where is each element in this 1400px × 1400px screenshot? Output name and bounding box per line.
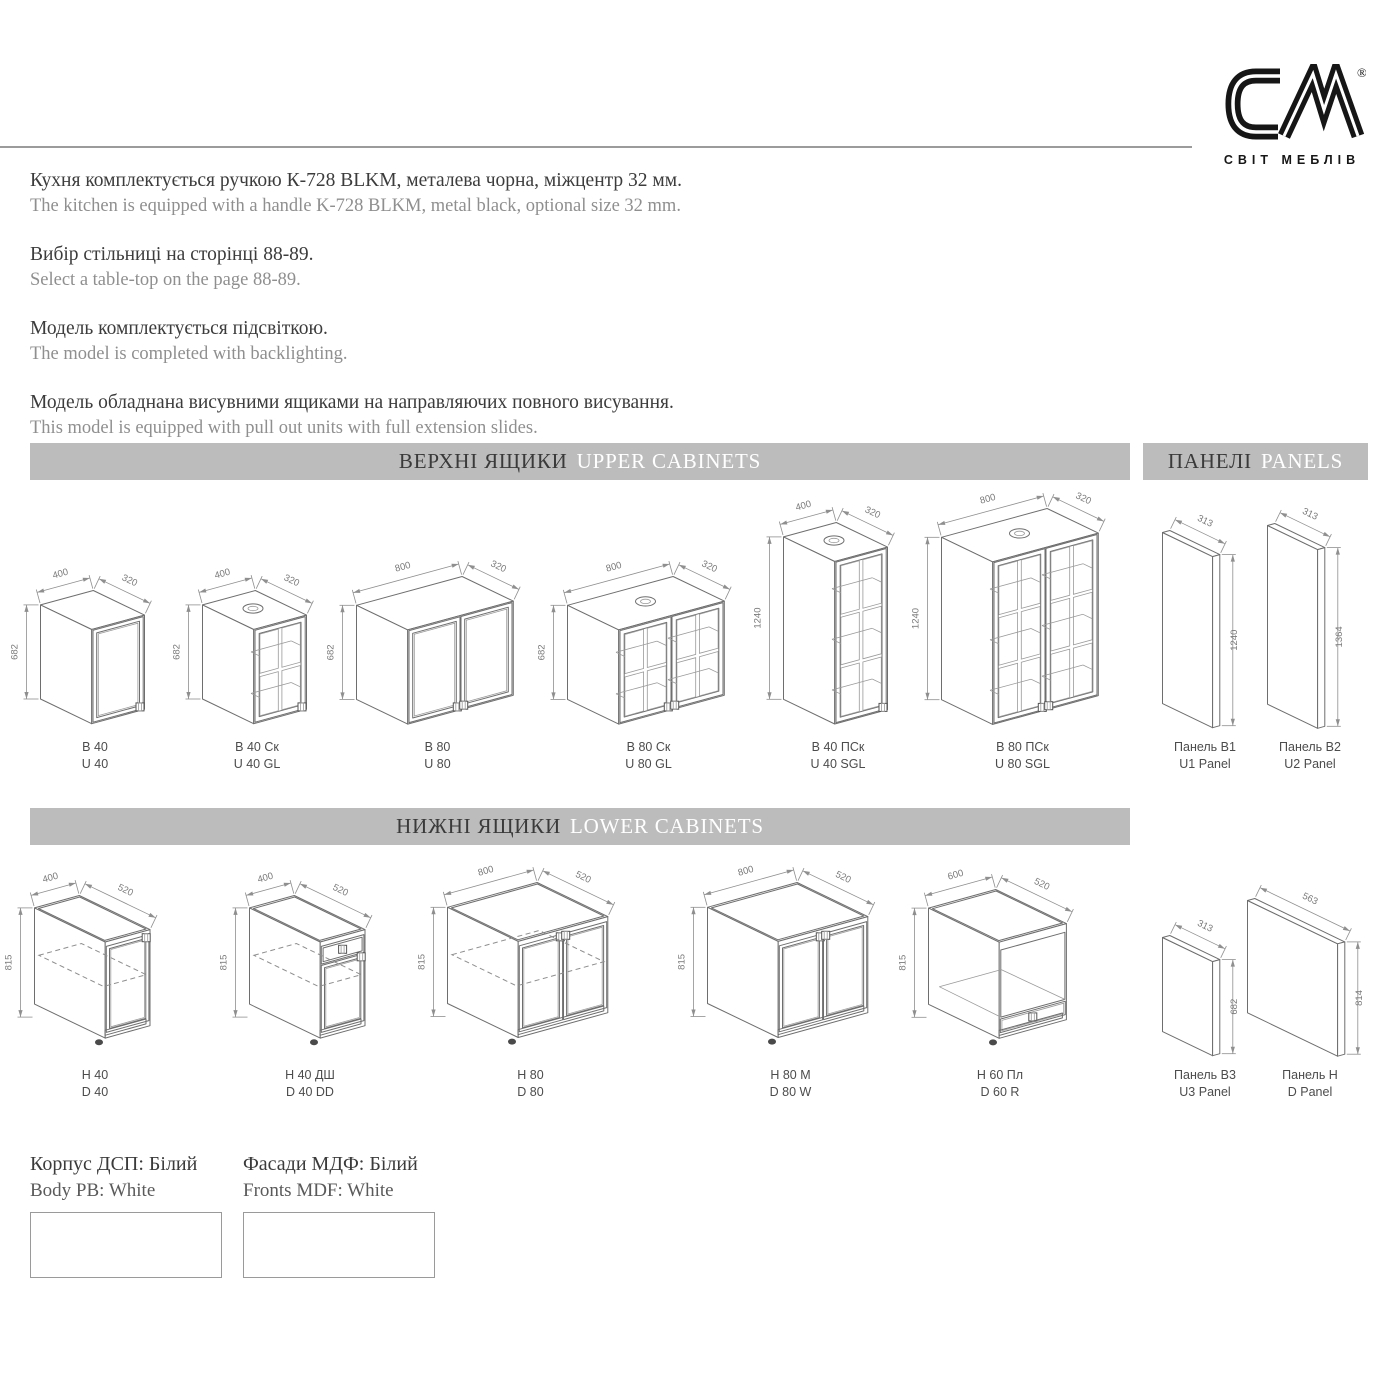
- swatch-fronts-white: [243, 1212, 435, 1278]
- panel-u2: [1257, 497, 1363, 773]
- cabinet-label-en: U 40: [81, 756, 109, 771]
- cabinet-drawing: [537, 546, 760, 730]
- material-title-en: Fronts MDF: White: [243, 1180, 394, 1201]
- section-upper-cabinets: [30, 443, 1130, 480]
- svg-text:1364: 1364: [1333, 626, 1345, 648]
- svg-text:563: 563: [1300, 890, 1320, 908]
- cabinet-drawing: [172, 560, 342, 730]
- svg-text:815: 815: [898, 954, 909, 971]
- svg-text:400: 400: [213, 566, 232, 582]
- svg-text:800: 800: [978, 491, 997, 507]
- cabinet-label-en: U 40 SGL: [810, 756, 866, 771]
- svg-text:682: 682: [172, 644, 183, 660]
- cabinet-label-en: D 40 DD: [286, 1084, 334, 1099]
- cabinet-label-en: D 80: [517, 1084, 544, 1099]
- svg-text:1240: 1240: [753, 607, 764, 629]
- cabinet-drawing: [10, 560, 180, 730]
- svg-text:320: 320: [281, 572, 302, 590]
- cabinet-drawing: [4, 865, 186, 1058]
- intro-note: [30, 392, 710, 439]
- svg-text:400: 400: [794, 498, 813, 514]
- cabinet-b40-gl: [172, 560, 342, 773]
- svg-text:814: 814: [1353, 990, 1365, 1006]
- svg-text:815: 815: [417, 953, 428, 970]
- intro-note: [30, 244, 710, 291]
- section-title-en: LOWER CABINETS: [570, 814, 764, 838]
- svg-text:313: 313: [1195, 512, 1215, 530]
- material-fronts: [243, 1153, 435, 1278]
- intro-text-en: This model is equipped with pull out units with full extension slides.: [30, 418, 538, 438]
- svg-text:320: 320: [488, 558, 508, 576]
- cabinet-label-en: U3 Panel: [1179, 1084, 1231, 1099]
- svg-text:320: 320: [699, 558, 719, 576]
- brand-logo: [1216, 64, 1368, 167]
- svg-text:800: 800: [604, 559, 623, 575]
- svg-text:520: 520: [573, 869, 593, 886]
- svg-text:400: 400: [256, 870, 275, 886]
- svg-text:520: 520: [833, 869, 853, 886]
- cabinet-b40: [10, 560, 180, 773]
- svg-text:682: 682: [537, 644, 548, 661]
- material-title-ua: Корпус ДСП: Білий: [30, 1153, 198, 1175]
- registered-mark: ®: [1357, 65, 1366, 80]
- cabinet-d40: [4, 865, 186, 1101]
- intro-notes: [30, 170, 710, 466]
- svg-text:800: 800: [476, 863, 495, 879]
- brand-caption: СВІТ МЕБЛІВ: [1223, 153, 1361, 167]
- svg-text:313: 313: [1300, 505, 1320, 523]
- section-panels: [1143, 443, 1368, 480]
- svg-text:400: 400: [51, 566, 70, 582]
- brand-monogram-icon: [1218, 64, 1366, 146]
- intro-text-ua: Вибір стільниці на сторінці 88-89.: [30, 244, 314, 265]
- cabinet-b80-gl: [537, 546, 760, 773]
- panel-d: [1237, 872, 1383, 1101]
- cabinet-label-ua: Н 80 М: [770, 1068, 811, 1082]
- svg-text:815: 815: [4, 954, 15, 971]
- cabinet-drawing: [911, 478, 1134, 730]
- cabinet-label-ua: Н 40 ДШ: [285, 1068, 335, 1082]
- svg-text:320: 320: [862, 504, 883, 522]
- svg-text:1240: 1240: [1228, 629, 1240, 651]
- intro-note: [30, 170, 710, 217]
- cabinet-drawing: [219, 865, 401, 1058]
- cabinet-label-en: D 40: [81, 1084, 109, 1099]
- cabinet-label-ua: В 80 Ск: [626, 740, 671, 754]
- cabinet-label-en: U1 Panel: [1179, 756, 1231, 771]
- svg-text:600: 600: [946, 867, 965, 883]
- swatch-body-white: [30, 1212, 222, 1278]
- cabinet-label-en: D 60 R: [980, 1084, 1020, 1099]
- cabinet-label-ua: Н 80: [517, 1068, 544, 1082]
- section-title-ua: ПАНЕЛІ: [1167, 449, 1252, 473]
- section-title-ua: НИЖНІ ЯЩИКИ: [396, 814, 562, 838]
- panel-drawing: [1237, 872, 1383, 1058]
- svg-text:313: 313: [1195, 917, 1215, 935]
- svg-text:682: 682: [326, 644, 337, 661]
- cabinet-label-ua: Панель В1: [1174, 740, 1236, 754]
- section-lower-cabinets: [30, 808, 1130, 845]
- svg-text:400: 400: [41, 870, 60, 886]
- svg-text:682: 682: [10, 644, 21, 660]
- cabinet-label-ua: Панель В3: [1174, 1068, 1236, 1082]
- svg-text:800: 800: [736, 863, 755, 879]
- section-title-ua: ВЕРХНІ ЯЩИКИ: [398, 449, 568, 473]
- cabinet-label-en: U 80 GL: [625, 756, 672, 771]
- section-title-en: UPPER CABINETS: [576, 449, 762, 473]
- cabinet-label-en: U2 Panel: [1284, 756, 1336, 771]
- cabinet-b80-sgl: [911, 478, 1134, 773]
- section-title-en: PANELS: [1260, 449, 1344, 473]
- cabinet-drawing: [898, 859, 1102, 1058]
- material-body: [30, 1153, 222, 1278]
- cabinet-label-ua: Н 60 Пл: [976, 1068, 1024, 1082]
- cabinet-label-en: D 80 W: [769, 1084, 812, 1099]
- cabinet-b40-sgl: [753, 492, 923, 773]
- intro-note: [30, 318, 710, 365]
- intro-text-ua: Кухня комплектується ручкою К-728 BLKM, металева чорна, міжцентр 32 мм.: [30, 170, 682, 191]
- svg-text:520: 520: [330, 882, 350, 899]
- svg-text:682: 682: [1228, 998, 1240, 1015]
- top-divider: [0, 146, 1192, 148]
- svg-text:815: 815: [219, 954, 230, 971]
- intro-text-ua: Модель обладнана висувними ящиками на направляючих повного висування.: [30, 392, 674, 413]
- svg-text:320: 320: [119, 572, 140, 590]
- cabinet-label-en: D Panel: [1287, 1084, 1333, 1099]
- svg-text:800: 800: [393, 559, 412, 575]
- cabinet-d80-w: [677, 852, 904, 1101]
- intro-text-en: The kitchen is equipped with a handle K-728 BLKM, metal black, optional size 32 mm.: [30, 196, 681, 216]
- svg-text:520: 520: [115, 882, 135, 899]
- cabinet-label-en: U 40 GL: [233, 756, 281, 771]
- svg-text:815: 815: [677, 953, 688, 970]
- cabinet-drawing: [753, 492, 923, 730]
- cabinet-label-ua: Панель Н: [1282, 1068, 1338, 1082]
- panel-u1: [1152, 504, 1258, 773]
- cabinet-label-ua: В 80: [424, 740, 451, 754]
- cabinet-label-ua: Панель В2: [1279, 740, 1341, 754]
- cabinet-drawing: [417, 852, 644, 1058]
- cabinet-label-ua: В 40: [82, 740, 108, 754]
- cabinet-b80: [326, 546, 549, 773]
- cabinet-label-ua: В 40 Ск: [235, 740, 279, 754]
- svg-text:1240: 1240: [911, 607, 922, 630]
- svg-text:520: 520: [1032, 876, 1052, 893]
- svg-text:320: 320: [1073, 490, 1093, 508]
- cabinet-d80: [417, 852, 644, 1101]
- material-title-en: Body PB: White: [30, 1180, 156, 1201]
- cabinet-drawing: [677, 852, 904, 1058]
- cabinet-drawing: [326, 546, 549, 730]
- cabinet-label-ua: Н 40: [81, 1068, 109, 1082]
- intro-text-en: The model is completed with backlighting.: [30, 344, 348, 364]
- cabinet-d60-r: [898, 859, 1102, 1101]
- cabinet-label-en: U 80: [424, 756, 451, 771]
- panel-drawing: [1257, 497, 1363, 730]
- cabinet-d40-dd: [219, 865, 401, 1101]
- cabinet-label-ua: В 80 ПСк: [996, 740, 1049, 754]
- intro-text-en: Select a table-top on the page 88-89.: [30, 270, 301, 290]
- material-title-ua: Фасади МДФ: Білий: [243, 1153, 418, 1175]
- cabinet-label-en: U 80 SGL: [995, 756, 1050, 771]
- cabinet-label-ua: В 40 ПСк: [811, 740, 865, 754]
- intro-text-ua: Модель комплектується підсвіткою.: [30, 318, 328, 339]
- panel-drawing: [1152, 504, 1258, 730]
